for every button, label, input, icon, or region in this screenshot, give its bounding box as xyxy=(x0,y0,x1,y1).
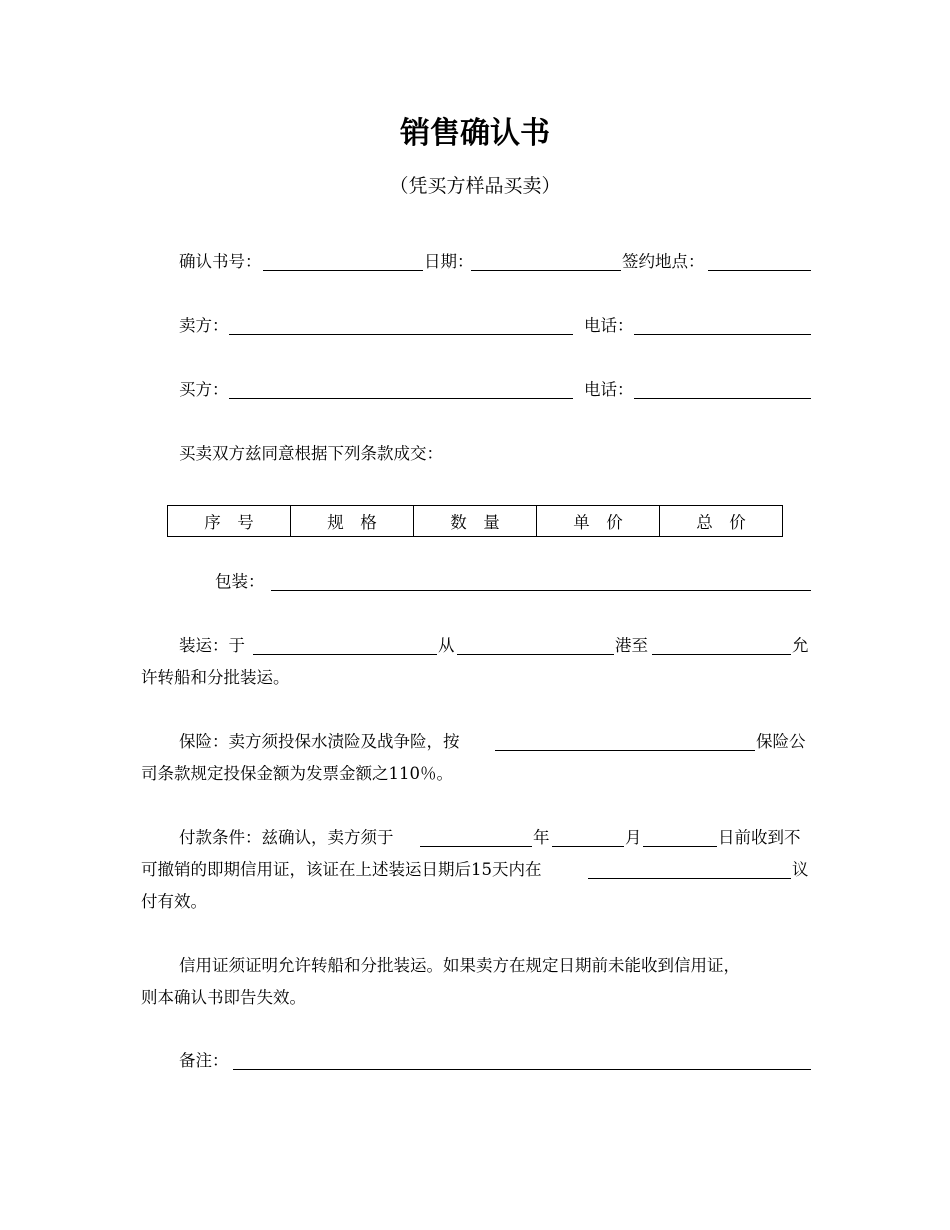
payment-line2-suffix: 议 xyxy=(792,860,809,879)
insurance-line2: 司条款规定投保金额为发票金额之110％。 xyxy=(141,764,453,783)
lc-clause-line1: 信用证须证明允许转船和分批装运。如果卖方在规定日期前未能收到信用证， xyxy=(179,956,740,975)
shipment-suffix: 允 xyxy=(792,636,809,655)
column-header-unit-price: 单 价 xyxy=(537,506,660,537)
shipment-line2: 许转船和分批装运。 xyxy=(141,668,290,687)
seller-label: 卖方： xyxy=(179,316,229,335)
insurance-company-field[interactable] xyxy=(495,750,755,751)
goods-table-header-row xyxy=(168,506,783,537)
date-field[interactable] xyxy=(471,270,621,271)
payment-line2-prefix: 可撤销的即期信用证，该证在上述装运日期后15天内在 xyxy=(141,860,542,879)
column-header-total-price: 总 价 xyxy=(660,506,783,537)
shipment-time-field[interactable] xyxy=(253,654,437,655)
packing-field[interactable] xyxy=(271,590,811,591)
column-header-spec: 规 格 xyxy=(291,506,414,537)
shipment-from: 从 xyxy=(438,636,455,655)
buyer-label: 买方： xyxy=(179,380,229,399)
buyer-phone-label: 电话： xyxy=(584,380,634,399)
shipment-origin-port-field[interactable] xyxy=(457,654,614,655)
confirmation-no-label: 确认书号： xyxy=(179,252,262,271)
payment-prefix: 付款条件：兹确认，卖方须于 xyxy=(179,828,394,847)
remarks-label: 备注： xyxy=(179,1051,229,1070)
seller-phone-label: 电话： xyxy=(584,316,634,335)
packing-label: 包装： xyxy=(215,572,265,591)
agreement-intro: 买卖双方兹同意根据下列条款成交： xyxy=(179,444,443,463)
shipment-destination-field[interactable] xyxy=(652,654,791,655)
signing-place-field[interactable] xyxy=(708,270,811,271)
insurance-suffix: 保险公 xyxy=(756,732,806,751)
document-title: 销售确认书 xyxy=(400,116,550,151)
column-header-quantity: 数 量 xyxy=(414,506,537,537)
goods-table xyxy=(167,505,783,537)
shipment-port-to: 港至 xyxy=(615,636,648,655)
confirmation-no-field[interactable] xyxy=(263,270,423,271)
payment-negotiation-place-field[interactable] xyxy=(588,878,791,879)
column-header-serial: 序 号 xyxy=(168,506,291,537)
seller-phone-field[interactable] xyxy=(634,334,811,335)
date-label: 日期： xyxy=(424,252,474,271)
payment-day-field[interactable] xyxy=(643,846,717,847)
payment-month-field[interactable] xyxy=(552,846,624,847)
buyer-phone-field[interactable] xyxy=(634,398,811,399)
insurance-prefix: 保险：卖方须投保水渍险及战争险，按 xyxy=(179,732,460,751)
shipment-prefix: 装运：于 xyxy=(179,636,245,655)
payment-year-field[interactable] xyxy=(420,846,532,847)
buyer-field[interactable] xyxy=(229,398,573,399)
payment-suffix: 日前收到不 xyxy=(718,828,801,847)
payment-line3: 付有效。 xyxy=(141,892,207,911)
signing-place-label: 签约地点： xyxy=(622,252,705,271)
remarks-field[interactable] xyxy=(233,1069,811,1070)
lc-clause-line2: 则本确认书即告失效。 xyxy=(141,988,306,1007)
seller-field[interactable] xyxy=(229,334,573,335)
document-subtitle: （凭买方样品买卖） xyxy=(389,175,561,197)
payment-month-label: 月 xyxy=(625,828,642,847)
payment-year-label: 年 xyxy=(533,828,550,847)
